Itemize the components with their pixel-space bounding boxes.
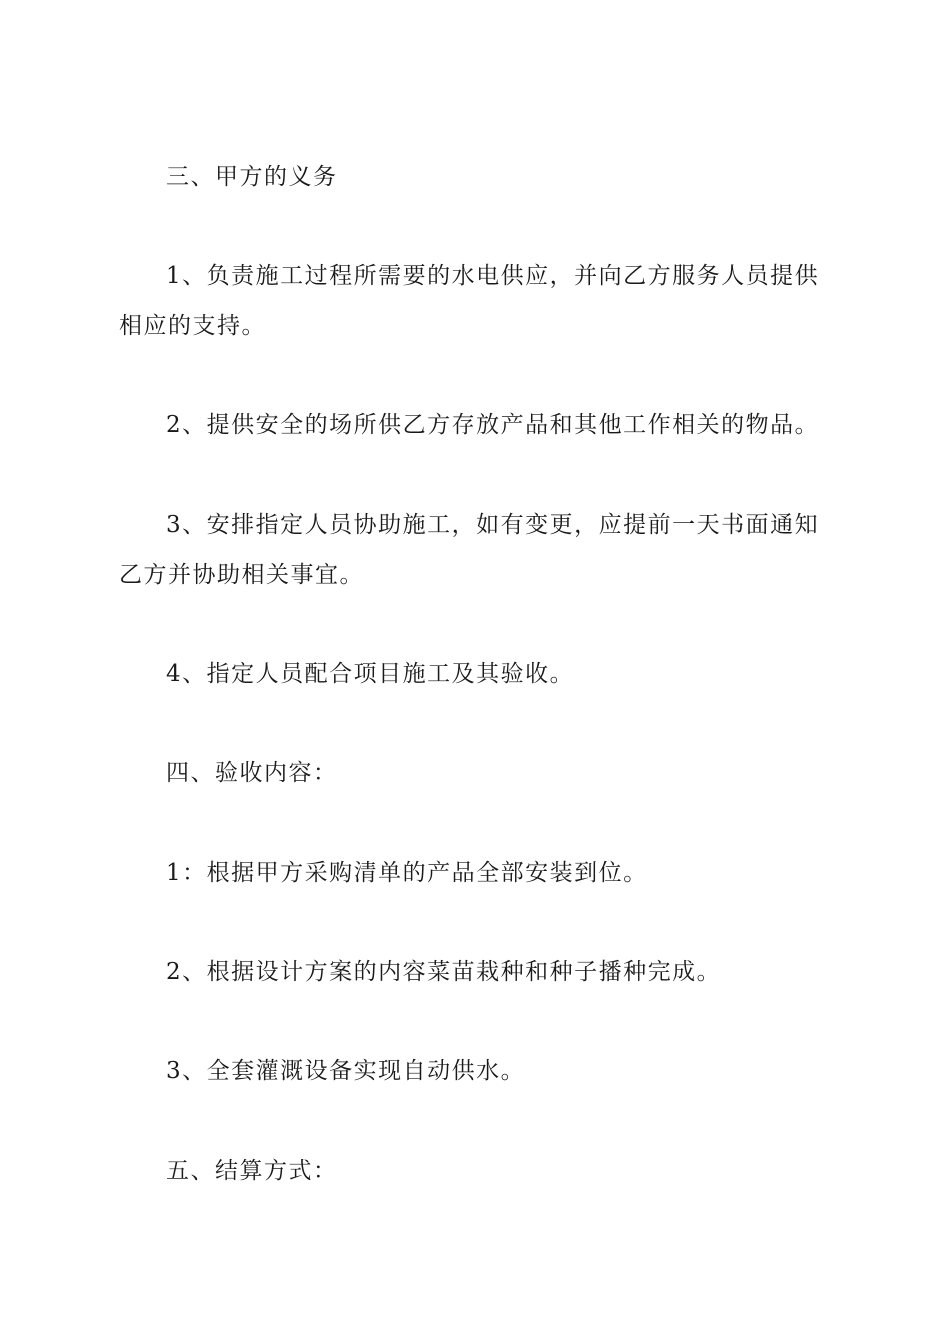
- acceptance-item-3: 3、全套灌溉设备实现自动供水。: [166, 1058, 526, 1084]
- obligation-item-4: 4、指定人员配合项目施工及其验收。: [166, 661, 575, 687]
- acceptance-item-1: 1：根据甲方采购清单的产品全部安装到位。: [166, 860, 648, 886]
- section-heading-obligations-of-party-a: 三、甲方的义务: [166, 164, 338, 190]
- section-heading-acceptance-content: 四、验收内容：: [166, 760, 338, 786]
- obligation-item-2: 2、提供安全的场所供乙方存放产品和其他工作相关的物品。: [166, 412, 820, 438]
- section-heading-settlement-method: 五、结算方式：: [166, 1158, 338, 1184]
- acceptance-item-2: 2、根据设计方案的内容菜苗栽种和种子播种完成。: [166, 959, 722, 985]
- obligation-item-1: 1、负责施工过程所需要的水电供应，并向乙方服务人员提供相应的支持。: [119, 263, 820, 339]
- obligation-item-3: 3、安排指定人员协助施工，如有变更，应提前一天书面通知乙方并协助相关事宜。: [119, 512, 820, 588]
